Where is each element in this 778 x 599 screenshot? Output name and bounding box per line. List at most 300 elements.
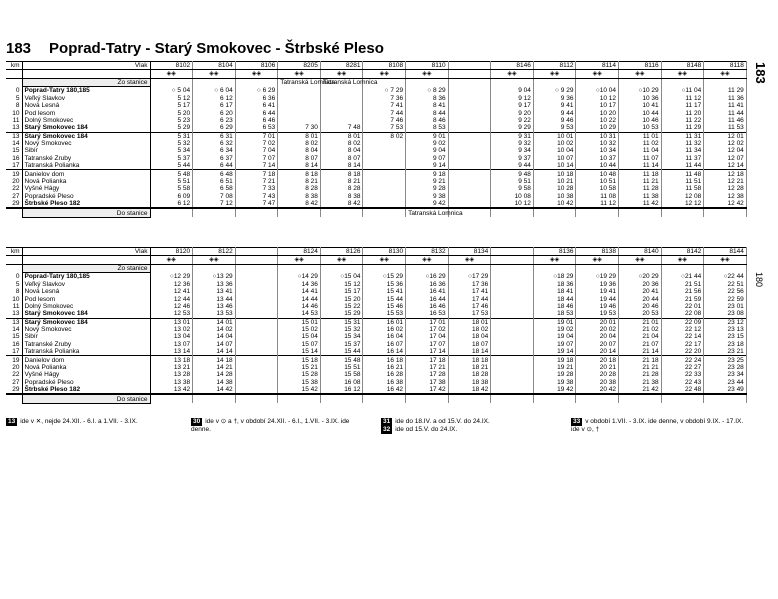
time-cell: 18 44 [533,295,576,302]
time-cell [448,117,491,124]
time-cell: 8 14 [278,162,321,170]
km-value: 8 [6,102,22,109]
km-value: 11 [6,117,22,124]
time-cell: 21 01 [619,318,662,326]
spacer [661,264,704,272]
time-cell: 14 42 [193,386,236,394]
km-value: 16 [6,341,22,348]
train-number: 8132 [406,248,449,256]
km-value: 13 [6,310,22,318]
spacer [363,394,406,403]
time-cell: 9 53 [533,124,576,132]
time-cell: 10 31 [576,132,619,140]
time-cell: 23 01 [704,303,747,310]
class-icon: ◈◈ [363,70,406,78]
time-cell: 15 32 [320,326,363,333]
spacer [193,394,236,403]
time-cell [448,178,491,185]
time-cell: 11 14 [619,162,662,170]
class-icon: ◈◈ [619,70,662,78]
time-cell: 8 46 [406,117,449,124]
time-cell: 22 20 [661,348,704,356]
station-name: Pod lesom [22,109,150,116]
km-value: 5 [6,95,22,102]
time-cell: 19 36 [576,281,619,288]
time-cell: 7 02 [235,140,278,147]
km-value: 13 [6,318,22,326]
spacer [619,394,662,403]
spacer [150,264,193,272]
time-cell: 10 53 [619,124,662,132]
spacer [533,208,576,217]
time-cell: 15 41 [363,288,406,295]
km-value: 0 [6,87,22,95]
time-cell: 10 58 [576,185,619,192]
time-cell: 14 36 [278,281,321,288]
time-cell: 19 18 [533,356,576,364]
time-cell: 11 21 [619,178,662,185]
time-cell: 11 38 [619,193,662,200]
time-cell [491,326,534,333]
time-cell: 10 38 [533,193,576,200]
time-cell: 23 25 [704,356,747,364]
time-cell: 11 53 [704,124,747,132]
km-value: 20 [6,178,22,185]
time-cell: 5 17 [150,102,193,109]
spacer [576,78,619,86]
class-icon: ◈◈ [406,256,449,264]
time-cell: 15 38 [278,379,321,386]
time-cell [235,333,278,340]
time-cell: 5 20 [150,109,193,116]
time-cell: 15 20 [320,295,363,302]
time-cell: 17 41 [448,288,491,295]
time-cell: 22 59 [704,295,747,302]
station-name: Nová Lesná [22,102,150,109]
km-value: 19 [6,356,22,364]
time-cell: 10 46 [619,117,662,124]
time-cell: 12 46 [150,303,193,310]
time-cell: 9 51 [491,178,534,185]
train-number: 8114 [576,62,619,70]
spacer [6,70,22,78]
time-cell: 15 44 [320,348,363,356]
class-icon: ◈◈ [193,70,236,78]
time-cell: 14 38 [193,379,236,386]
time-cell [278,95,321,102]
time-cell: 11 08 [576,193,619,200]
time-cell: 18 42 [448,386,491,394]
time-cell: 13 02 [150,326,193,333]
train-number: 8124 [278,248,321,256]
time-cell [363,170,406,178]
time-cell: 21 02 [619,326,662,333]
time-cell: 15 51 [320,364,363,371]
time-cell: 13 42 [150,386,193,394]
time-cell: 11 44 [704,109,747,116]
time-cell: 6 51 [193,178,236,185]
spacer [704,78,747,86]
time-cell: 15 34 [320,333,363,340]
time-cell: 12 28 [704,185,747,192]
time-cell [448,185,491,192]
time-cell: 11 22 [661,117,704,124]
time-cell [235,386,278,394]
time-cell: 11 20 [661,109,704,116]
time-cell: 10 12 [491,200,534,208]
time-cell: 22 08 [661,310,704,318]
time-cell: 6 23 [193,117,236,124]
time-cell: 14 28 [193,371,236,378]
time-cell: 8 42 [278,200,321,208]
time-cell [448,193,491,200]
footnote [6,418,186,426]
spacer [278,264,321,272]
time-cell: 15 07 [278,341,321,348]
train-number: 8134 [448,248,491,256]
time-cell: ○ 9 29 [533,87,576,95]
spacer [491,394,534,403]
train-number: 8205 [278,62,321,70]
time-cell: ○ 8 29 [406,87,449,95]
time-cell: 17 14 [406,348,449,356]
time-cell: ○22 44 [704,273,747,281]
from-note: Tatranská Lomnica [320,78,363,86]
time-cell: 9 36 [533,95,576,102]
from-station-label: Zo stanice [22,264,150,272]
class-icon: ◈◈ [661,70,704,78]
time-cell: 19 41 [576,288,619,295]
time-cell: 6 32 [193,140,236,147]
time-cell: 5 31 [150,132,193,140]
station-name: Tatranská Polianka [22,348,150,356]
time-cell: 16 38 [363,379,406,386]
station-name: Poprad-Tatry 180,185 [22,87,150,95]
class-icon: ◈◈ [235,70,278,78]
time-cell [235,371,278,378]
time-cell: 15 53 [363,310,406,318]
class-icon: ◈◈ [278,256,321,264]
time-cell: 10 42 [533,200,576,208]
time-cell: 11 12 [576,200,619,208]
timetable-top [6,61,747,218]
time-cell: 6 58 [193,185,236,192]
time-cell [320,95,363,102]
time-cell: 8 14 [320,162,363,170]
spacer [150,394,193,403]
station-name: Tatranské Zruby [22,155,150,162]
time-cell [320,117,363,124]
spacer [193,78,236,86]
time-cell: 20 21 [576,364,619,371]
time-cell: 14 01 [193,318,236,326]
time-cell: 6 12 [193,95,236,102]
time-cell: 8 41 [406,102,449,109]
time-cell: 22 09 [661,318,704,326]
to-station-label: Do stanice [22,394,150,403]
time-cell: 10 17 [576,102,619,109]
time-cell: 19 21 [533,364,576,371]
time-cell: 7 12 [193,200,236,208]
time-cell [278,87,321,95]
time-cell: 8 02 [320,140,363,147]
time-cell: 17 46 [448,303,491,310]
time-cell: 20 28 [576,371,619,378]
time-cell: 8 44 [406,109,449,116]
time-cell: 14 53 [278,310,321,318]
time-cell: 18 36 [533,281,576,288]
time-cell: 21 28 [619,371,662,378]
time-cell: 23 28 [704,364,747,371]
time-cell: 8 04 [320,147,363,154]
time-cell [448,162,491,170]
time-cell: 7 41 [363,102,406,109]
time-cell: 14 18 [193,356,236,364]
time-cell: 6 44 [193,162,236,170]
time-cell: 22 27 [661,364,704,371]
time-cell [448,200,491,208]
time-cell: 9 17 [491,102,534,109]
time-cell: 16 14 [363,348,406,356]
time-cell: 11 04 [619,147,662,154]
time-cell [491,333,534,340]
time-cell: 10 29 [576,124,619,132]
footnote [191,418,371,434]
time-cell: 21 04 [619,333,662,340]
time-cell: 23 13 [704,326,747,333]
time-cell: 9 22 [491,117,534,124]
time-cell [448,155,491,162]
time-cell: 10 48 [576,170,619,178]
time-cell: 6 37 [193,155,236,162]
time-cell [491,364,534,371]
time-cell: 9 38 [406,193,449,200]
time-cell: 8 02 [363,132,406,140]
time-cell: 6 36 [235,95,278,102]
time-cell: 16 46 [406,303,449,310]
from-station-label: Zo stanice [22,78,150,86]
time-cell: 23 15 [704,333,747,340]
time-cell: ○21 44 [661,273,704,281]
station-name: Veľký Slavkov [22,281,150,288]
time-cell: 14 46 [278,303,321,310]
time-cell: 11 28 [619,185,662,192]
time-cell: 17 38 [406,379,449,386]
time-cell: 13 14 [150,348,193,356]
time-cell: 22 01 [661,303,704,310]
time-cell [320,109,363,116]
time-cell: 18 18 [448,356,491,364]
time-cell: 12 38 [704,193,747,200]
km-value: 15 [6,147,22,154]
time-cell [363,185,406,192]
train-number: 8142 [661,248,704,256]
spacer [619,208,662,217]
time-cell: 6 20 [193,109,236,116]
station-name: Poprad-Tatry 180,185 [22,273,150,281]
time-cell: 5 44 [150,162,193,170]
time-cell: 13 28 [150,371,193,378]
time-cell [363,147,406,154]
time-cell: 8 01 [278,132,321,140]
time-cell: 6 12 [150,200,193,208]
class-icon: ◈◈ [278,70,321,78]
station-name: Sibír [22,147,150,154]
time-cell [491,386,534,394]
time-cell: 15 36 [363,281,406,288]
class-icon: ◈◈ [320,256,363,264]
spacer [533,78,576,86]
time-cell: 6 29 [193,124,236,132]
time-cell: 18 46 [533,303,576,310]
time-cell [235,281,278,288]
km-value: 13 [6,124,22,132]
time-cell: 8 38 [278,193,321,200]
spacer [193,264,236,272]
time-cell: 20 01 [576,318,619,326]
time-cell: 13 21 [150,364,193,371]
time-cell: 15 31 [320,318,363,326]
km-value: 22 [6,185,22,192]
time-cell: 6 09 [150,193,193,200]
station-name: Starý Smokovec 184 [22,132,150,140]
time-cell: 10 41 [619,102,662,109]
class-icon: ◈◈ [661,256,704,264]
time-cell [278,109,321,116]
time-cell: 10 20 [576,109,619,116]
time-cell [448,147,491,154]
time-cell: 8 36 [406,95,449,102]
time-cell: 8 02 [278,140,321,147]
time-cell [448,124,491,132]
time-cell: 10 14 [533,162,576,170]
time-cell: 20 38 [576,379,619,386]
time-cell: 10 04 [533,147,576,154]
time-cell: 10 44 [576,162,619,170]
time-cell: 8 04 [278,147,321,154]
time-cell: 17 18 [406,356,449,364]
time-cell [235,295,278,302]
time-cell: 21 42 [619,386,662,394]
time-cell: 16 12 [320,386,363,394]
station-name: Vyšné Hágy [22,371,150,378]
time-cell: 9 32 [491,140,534,147]
time-cell: 13 53 [193,310,236,318]
time-cell: 9 37 [491,155,534,162]
station-name: Starý Smokovec 184 [22,124,150,132]
train-number: 8122 [193,248,236,256]
time-cell: 12 14 [704,162,747,170]
time-cell: 14 07 [193,341,236,348]
spacer [235,264,278,272]
time-cell [491,273,534,281]
km-value: 5 [6,281,22,288]
time-cell [491,356,534,364]
station-name: Dolný Smokovec [22,117,150,124]
time-cell [320,102,363,109]
km-value: 11 [6,303,22,310]
spacer [22,70,150,78]
class-icon: ◈◈ [576,70,619,78]
station-name: Starý Smokovec 184 [22,310,150,318]
km-value: 14 [6,326,22,333]
class-icon [448,70,491,78]
time-cell: 16 04 [363,333,406,340]
spacer [363,208,406,217]
time-cell: 6 44 [235,109,278,116]
time-cell: 21 21 [619,364,662,371]
time-cell: 21 51 [661,281,704,288]
spacer [6,394,22,403]
class-icon: ◈◈ [491,70,534,78]
time-cell: 7 18 [235,170,278,178]
time-cell: 9 04 [491,87,534,95]
footnote-badge: 13 [8,418,16,425]
time-cell: 11 07 [619,155,662,162]
route-title: Poprad-Tatry - Starý Smokovec - Štrbské Pleso [49,40,384,57]
time-cell: 9 34 [491,147,534,154]
time-cell: 11 17 [661,102,704,109]
train-header-label: Vlak [22,62,150,70]
time-cell: ○ 6 29 [235,87,278,95]
spacer [320,208,363,217]
time-cell: 16 08 [320,379,363,386]
km-value: 10 [6,295,22,302]
time-cell [491,318,534,326]
spacer [576,264,619,272]
time-cell: 12 12 [661,200,704,208]
spacer [448,394,491,403]
time-cell: 8 28 [320,185,363,192]
time-cell: 9 07 [406,155,449,162]
train-number: 8102 [150,62,193,70]
time-cell: 15 37 [320,341,363,348]
train-number [448,62,491,70]
time-cell: 12 08 [661,193,704,200]
time-cell [448,102,491,109]
spacer [491,208,534,217]
time-cell: 20 53 [619,310,662,318]
km-value: 16 [6,155,22,162]
class-icon: ◈◈ [704,70,747,78]
spacer [491,264,534,272]
class-icon: ◈◈ [704,256,747,264]
time-cell: 11 48 [661,170,704,178]
time-cell: 15 29 [320,310,363,318]
class-icon: ◈◈ [150,70,193,78]
spacer [576,208,619,217]
time-cell [363,178,406,185]
spacer [704,264,747,272]
footnote-text: v období 1.VII. - 3.IX. ide denne, v období 9.IX. - 17.IX. ide v ⊙, † [571,418,744,433]
time-cell: 10 18 [533,170,576,178]
spacer [278,394,321,403]
time-cell: ○15 29 [363,273,406,281]
time-cell: 19 01 [533,318,576,326]
time-cell [491,348,534,356]
time-cell: 10 44 [619,109,662,116]
time-cell: 17 04 [406,333,449,340]
time-cell: 16 02 [363,326,406,333]
time-cell: 11 12 [661,95,704,102]
train-number: 8118 [704,62,747,70]
time-cell: 12 42 [704,200,747,208]
time-cell: 17 01 [406,318,449,326]
time-cell: 18 28 [448,371,491,378]
time-cell [448,95,491,102]
time-cell: 19 04 [533,333,576,340]
time-cell: 9 20 [491,109,534,116]
